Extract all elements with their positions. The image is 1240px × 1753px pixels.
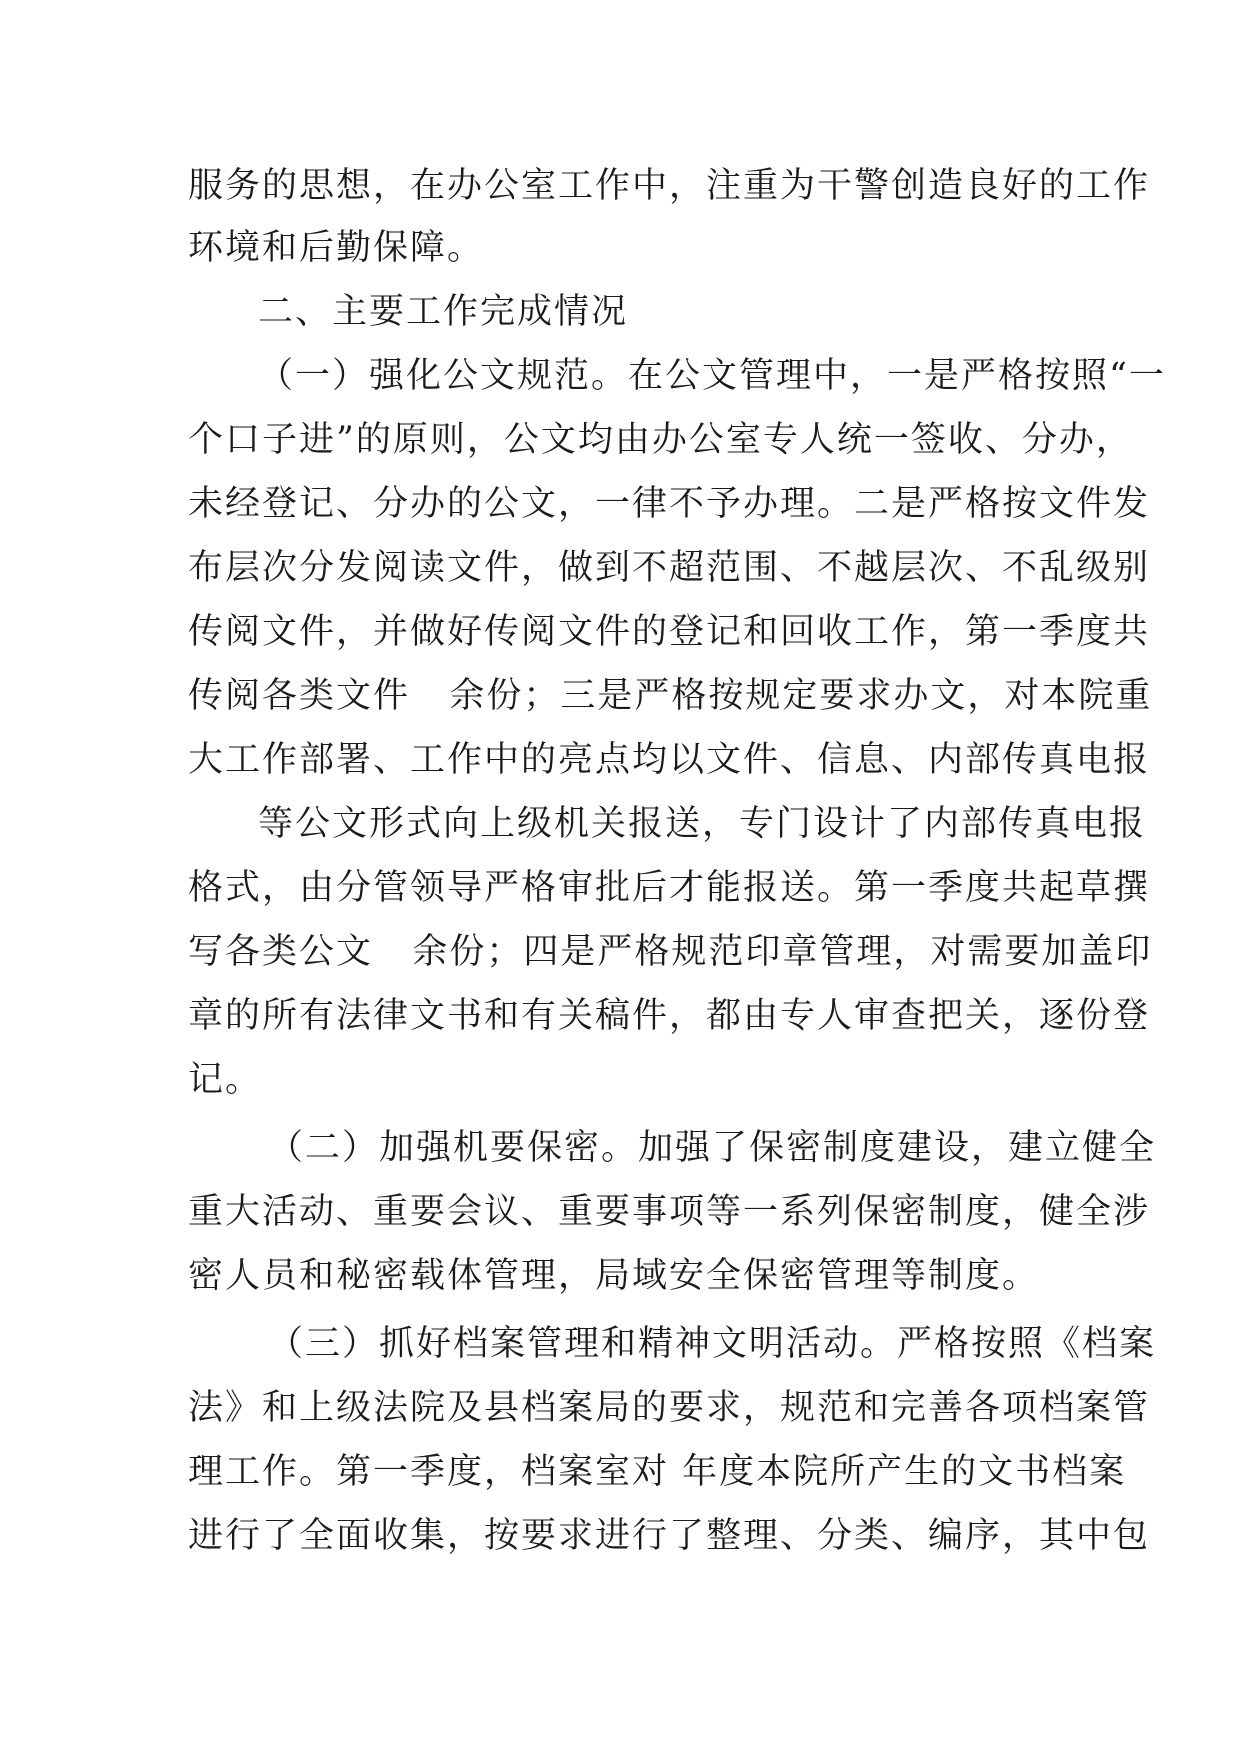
text-line: 重大活动、重要会议、重要事项等一系列保密制度，健全涉	[188, 1192, 1151, 1232]
text-line: （二）加强机要保密。加强了保密制度建设，建立健全	[268, 1128, 1157, 1168]
text-line: 大工作部署、工作中的亮点均以文件、信息、内部传真电报	[188, 740, 1151, 780]
text-line: 格式，由分管领导严格审批后才能报送。第一季度共起草撰	[188, 868, 1151, 908]
text-line: 密人员和秘密载体管理，局域安全保密管理等制度。	[188, 1256, 1040, 1296]
text-line: 布层次分发阅读文件，做到不超范围、不越层次、不乱级别	[188, 548, 1151, 588]
text-line: 理工作。第一季度，档案室对 年度本院所产生的文书档案	[188, 1452, 1127, 1492]
section-heading: 二、主要工作完成情况	[258, 292, 629, 332]
text-line: 传阅各类文件 余份；三是严格按规定要求办文，对本院重	[188, 676, 1153, 716]
text-line: 未经登记、分办的公文，一律不予办理。二是严格按文件发	[188, 484, 1151, 524]
text-line: 进行了全面收集，按要求进行了整理、分类、编序，其中包	[188, 1516, 1151, 1556]
text-line: （一）强化公文规范。在公文管理中，一是严格按照“一	[258, 356, 1166, 396]
text-line: 等公文形式向上级机关报送，专门设计了内部传真电报	[258, 804, 1147, 844]
text-line: 章的所有法律文书和有关稿件，都由专人审查把关，逐份登	[188, 996, 1151, 1036]
text-line: 传阅文件，并做好传阅文件的登记和回收工作，第一季度共	[188, 612, 1151, 652]
text-line: 写各类公文 余份；四是严格规范印章管理，对需要加盖印	[188, 932, 1153, 972]
text-line: 记。	[188, 1060, 263, 1100]
text-line: 服务的思想，在办公室工作中，注重为干警创造良好的工作	[188, 166, 1151, 206]
text-line: 环境和后勤保障。	[188, 228, 485, 268]
text-line: （三）抓好档案管理和精神文明活动。严格按照《档案	[268, 1324, 1157, 1364]
text-line: 个口子进”的原则，公文均由办公室专人统一签收、分办，	[188, 420, 1133, 460]
text-line: 法》和上级法院及县档案局的要求，规范和完善各项档案管	[188, 1388, 1151, 1428]
